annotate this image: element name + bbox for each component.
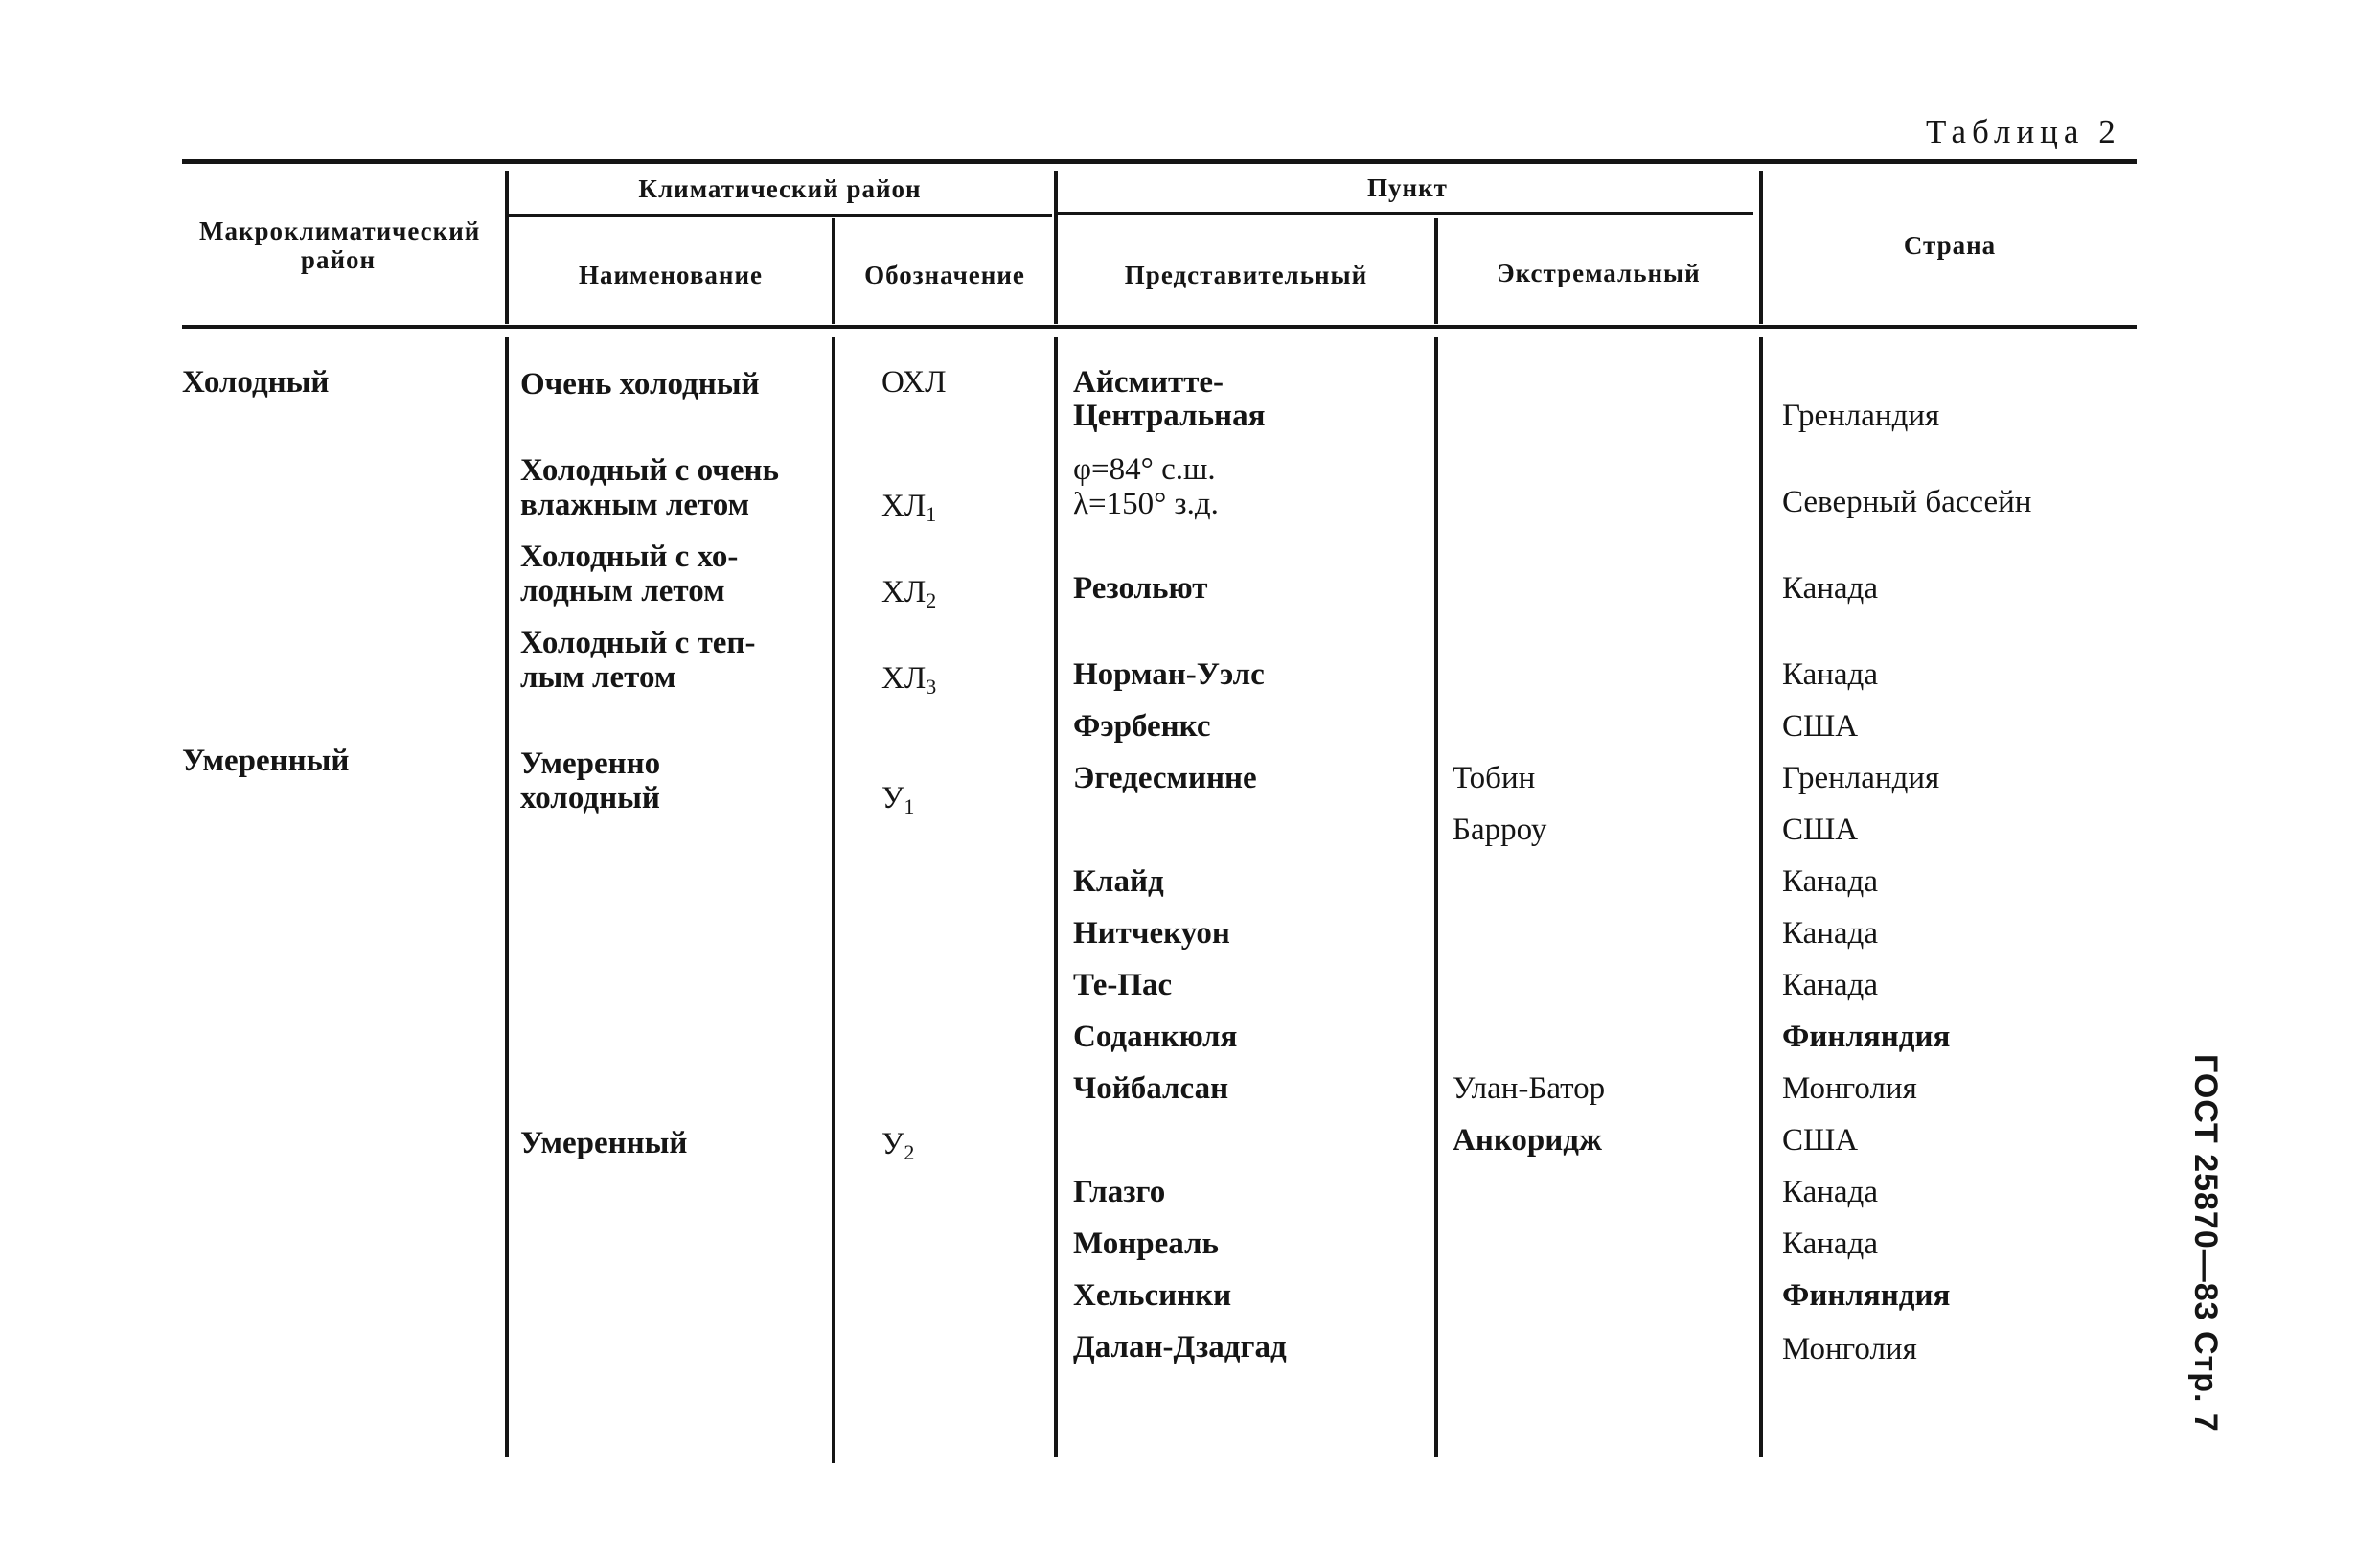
- table-title: Таблица 2: [1926, 113, 2121, 150]
- representative-cell: Резольют: [1073, 571, 1208, 606]
- representative-cell: Фэрбенкс: [1073, 709, 1211, 744]
- designation-base: ХЛ: [881, 489, 927, 523]
- representative-cell: Глазго: [1073, 1175, 1166, 1209]
- representative-cell: Айсмитте-: [1073, 365, 1224, 400]
- country-cell: Монголия: [1782, 1332, 1917, 1366]
- representative-cell: Далан-Дзадгад: [1073, 1330, 1287, 1365]
- header-country: Страна: [1903, 231, 1997, 260]
- country-cell: Гренландия: [1782, 399, 1940, 433]
- country-cell: Канада: [1782, 916, 1878, 951]
- climatic-header-rule: [506, 214, 1052, 217]
- designation-base: ХЛ: [881, 575, 927, 609]
- representative-cell: Соданкюля: [1073, 1020, 1238, 1054]
- designation-base: У: [881, 781, 904, 815]
- country-cell: Канада: [1782, 571, 1878, 606]
- name-cell: лодным летом: [520, 574, 725, 608]
- name-cell: влажным летом: [520, 488, 750, 522]
- country-cell: Канада: [1782, 657, 1878, 692]
- designation-subscript: 1: [926, 502, 937, 526]
- header-point: Пункт: [1367, 173, 1448, 202]
- point-header-rule: [1058, 212, 1753, 215]
- country-cell: США: [1782, 1123, 1859, 1158]
- representative-cell: Центральная: [1073, 399, 1266, 433]
- designation-subscript: 3: [926, 675, 937, 699]
- name-cell: лым летом: [520, 660, 676, 695]
- designation-cell: [881, 1127, 914, 1170]
- header-name: Наименование: [579, 261, 763, 289]
- representative-cell: Клайд: [1073, 864, 1164, 899]
- top-rule: [182, 159, 2137, 164]
- representative-cell: λ=150° з.д.: [1073, 487, 1219, 521]
- representative-cell: Те-Пас: [1073, 968, 1173, 1002]
- designation-cell: [881, 489, 936, 532]
- country-cell: Канада: [1782, 968, 1878, 1002]
- representative-cell: Эгедесминне: [1073, 761, 1257, 795]
- representative-cell: φ=84° с.ш.: [1073, 452, 1216, 487]
- extreme-cell: Анкоридж: [1453, 1123, 1602, 1158]
- country-cell: Финляндия: [1782, 1020, 1951, 1054]
- body-divider-4: [1434, 337, 1438, 1457]
- country-cell: Северный бассейн: [1782, 485, 2032, 519]
- name-cell: холодный: [520, 781, 660, 815]
- designation-subscript: 2: [904, 1140, 915, 1164]
- designation-base: ОХЛ: [881, 365, 947, 400]
- country-cell: Финляндия: [1782, 1278, 1951, 1313]
- designation-base: У: [881, 1127, 904, 1161]
- body-divider-2: [832, 337, 835, 1463]
- name-cell: Холодный с хо-: [520, 539, 739, 574]
- country-cell: Монголия: [1782, 1071, 1917, 1106]
- designation-cell: [881, 661, 936, 704]
- country-cell: Канада: [1782, 864, 1878, 899]
- extreme-cell: Улан-Батор: [1453, 1071, 1606, 1106]
- designation-subscript: 2: [926, 588, 937, 612]
- header-macro: Макроклиматический район: [199, 217, 481, 274]
- name-cell: Очень холодный: [520, 367, 760, 401]
- extreme-cell: Тобин: [1453, 761, 1536, 795]
- representative-cell: Норман-Уэлс: [1073, 657, 1265, 692]
- representative-cell: Хельсинки: [1073, 1278, 1232, 1313]
- header-designation: Обозначение: [864, 261, 1025, 289]
- header-extreme: Экстремальный: [1497, 259, 1701, 287]
- country-cell: Канада: [1782, 1175, 1878, 1209]
- macro-cell: Холодный: [182, 365, 330, 400]
- designation-cell: [881, 575, 936, 618]
- name-cell: Холодный с очень: [520, 453, 779, 488]
- country-cell: Гренландия: [1782, 761, 1940, 795]
- representative-cell: Чойбалсан: [1073, 1071, 1229, 1106]
- name-cell: Умеренный: [520, 1126, 688, 1160]
- header-bottom-rule: [182, 325, 2137, 329]
- header-representative: Представительный: [1124, 261, 1368, 289]
- country-cell: США: [1782, 709, 1859, 744]
- body-divider-1: [505, 337, 509, 1457]
- designation-subscript: 1: [904, 794, 915, 818]
- representative-cell: Монреаль: [1073, 1227, 1219, 1261]
- name-cell: Холодный с теп-: [520, 626, 756, 660]
- name-cell: Умеренно: [520, 746, 661, 781]
- macro-cell: Умеренный: [182, 744, 350, 778]
- designation-base: ХЛ: [881, 661, 927, 696]
- header-climatic-region: Климатический район: [638, 174, 922, 203]
- side-page-label: ГОСТ 25870—83 Стр. 7: [2187, 1054, 2224, 1433]
- extreme-cell: Барроу: [1453, 813, 1547, 847]
- representative-cell: Нитчекуон: [1073, 916, 1230, 951]
- designation-cell: [881, 781, 914, 824]
- country-cell: Канада: [1782, 1227, 1878, 1261]
- country-cell: США: [1782, 813, 1859, 847]
- designation-cell: [881, 365, 946, 401]
- body-divider-3: [1054, 337, 1058, 1457]
- body-divider-5: [1759, 337, 1763, 1457]
